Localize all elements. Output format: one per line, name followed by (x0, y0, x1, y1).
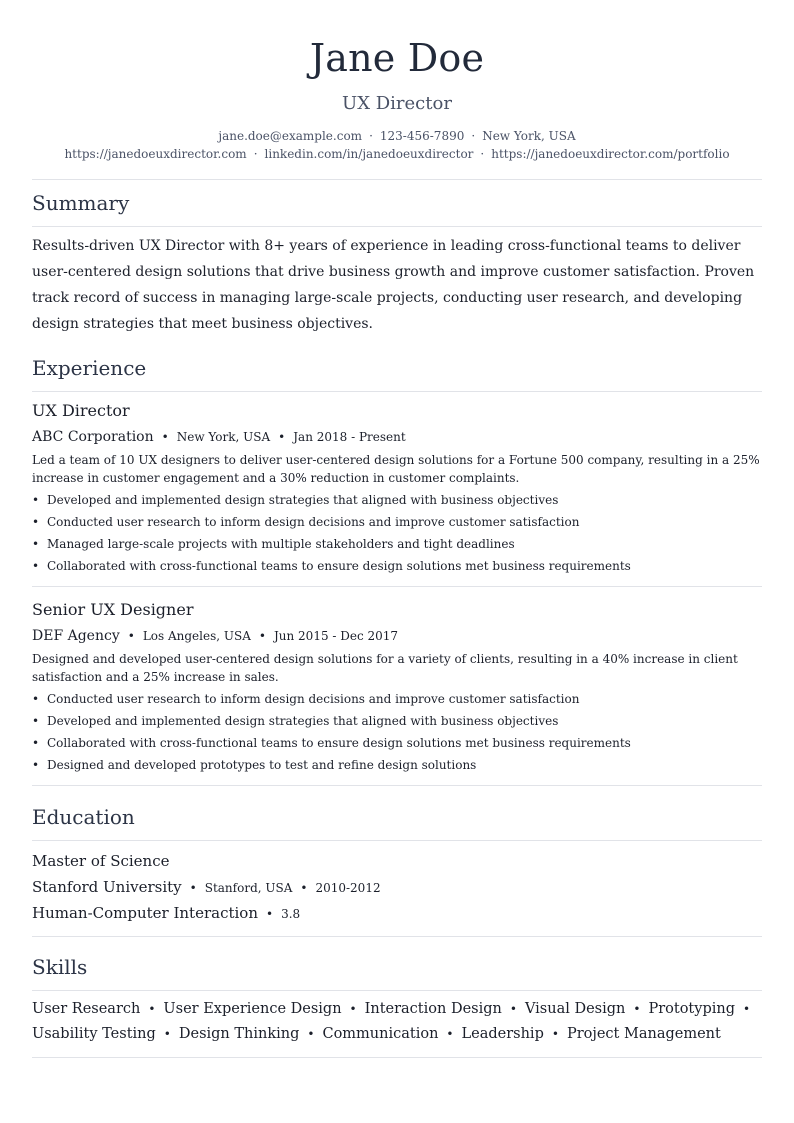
list-item (32, 511, 762, 533)
contact-line-1 (32, 127, 762, 145)
bullet-text: Managed large-scale projects with multiple stakeholders and tight deadlines (47, 537, 515, 551)
skills-heading: Skills (32, 955, 88, 979)
skills-line-2 (32, 1022, 762, 1047)
skill-separator: • (349, 1002, 357, 1016)
skill-item: Leadership (461, 1026, 544, 1042)
bullet-icon: • (32, 493, 40, 507)
linkedin-link[interactable]: linkedin.com/in/janedoeuxdirector (264, 147, 474, 161)
divider (32, 990, 762, 991)
bullet-icon: • (32, 714, 40, 728)
meta-separator: • (258, 629, 266, 643)
bullet-icon: • (32, 758, 40, 772)
list-item (32, 688, 762, 710)
job-dates: Jun 2015 - Dec 2017 (273, 629, 399, 643)
skill-item: User Experience Design (163, 1001, 342, 1017)
skill-separator: • (551, 1027, 559, 1041)
bullet-text: Conducted user research to inform design decisions and improve customer satisfaction (47, 692, 580, 706)
skill-separator: • (446, 1027, 454, 1041)
experience-section (32, 355, 762, 786)
bullet-icon: • (32, 736, 40, 750)
job-bullets (32, 489, 762, 577)
school-years: 2010-2012 (315, 881, 381, 895)
bullet-text: Designed and developed prototypes to test and refine design solutions (47, 758, 477, 772)
list-item (32, 732, 762, 754)
experience-heading: Experience (32, 356, 147, 380)
job-title: Senior UX Designer (32, 600, 194, 619)
skills-section (32, 954, 762, 1058)
gpa-value: 3.8 (281, 907, 301, 921)
job-description: Led a team of 10 UX designers to deliver user-centered design solutions for a Fortune 500 company, resulting in a 25% increase in customer engagement and a 30% reduction in customer complaints. (32, 453, 760, 485)
skill-item: Usability Testing (32, 1026, 156, 1042)
bullet-icon: • (32, 559, 40, 573)
skills-list (32, 997, 762, 1047)
meta-separator: • (189, 881, 197, 895)
divider (32, 840, 762, 841)
list-item (32, 489, 762, 511)
job-entry (32, 600, 762, 776)
bullet-icon: • (32, 537, 40, 551)
meta-separator: • (161, 430, 169, 444)
field-of-study: Human-Computer Interaction (32, 904, 258, 922)
bullet-text: Developed and implemented design strategies that aligned with business objectives (47, 493, 559, 507)
skill-item: Project Management (566, 1026, 721, 1042)
portfolio-link[interactable]: https://janedoeuxdirector.com/portfolio (491, 147, 730, 161)
skill-item: User Research (32, 1001, 141, 1017)
summary-text: Results-driven UX Director with 8+ years of experience in leading cross-functional teams to deliver user-centered design solutions that drive business growth and improve customer satisfaction. Proven track record of success in managing large-scale projects, conducting user research, and developing design strategies that meet business objectives. (32, 238, 755, 332)
divider (32, 936, 762, 937)
bullet-text: Developed and implemented design strategies that aligned with business objectives (47, 714, 559, 728)
school-location: Stanford, USA (204, 881, 293, 895)
skill-separator: • (743, 1002, 751, 1016)
skills-line-1 (32, 997, 762, 1022)
education-section (32, 804, 762, 937)
contact-separator: · (369, 129, 373, 143)
contact-separator: · (253, 147, 258, 161)
skill-item: Prototyping (648, 1001, 735, 1017)
skill-separator: • (509, 1002, 517, 1016)
summary-section (32, 190, 762, 337)
list-item (32, 710, 762, 732)
list-item (32, 555, 762, 577)
degree-name: Master of Science (32, 852, 170, 870)
divider (32, 785, 762, 786)
divider (32, 226, 762, 227)
divider (32, 586, 762, 587)
school-name: Stanford University (32, 878, 182, 896)
candidate-name: Jane Doe (309, 36, 485, 80)
job-location: New York, USA (176, 430, 271, 444)
bullet-text: Collaborated with cross-functional teams to ensure design solutions met business requirements (47, 559, 631, 573)
bullet-icon: • (32, 515, 40, 529)
email-link[interactable]: jane.doe@example.com (218, 129, 363, 143)
skill-item: Interaction Design (364, 1001, 502, 1017)
contact-separator: · (480, 147, 485, 161)
skill-item: Design Thinking (178, 1026, 300, 1042)
skill-item: Communication (322, 1026, 439, 1042)
field-line (32, 903, 762, 924)
location-text: New York, USA (482, 129, 576, 143)
job-meta (32, 626, 762, 646)
divider (32, 391, 762, 392)
job-dates: Jan 2018 - Present (293, 430, 406, 444)
candidate-title: UX Director (342, 93, 452, 114)
skill-separator: • (307, 1027, 315, 1041)
job-location: Los Angeles, USA (142, 629, 251, 643)
company-name: ABC Corporation (32, 429, 154, 445)
summary-heading: Summary (32, 191, 130, 215)
company-name: DEF Agency (32, 628, 120, 644)
meta-separator: • (127, 629, 135, 643)
divider (32, 1057, 762, 1058)
contact-line-2 (32, 145, 762, 163)
job-title: UX Director (32, 401, 130, 420)
website-link[interactable]: https://janedoeuxdirector.com (64, 147, 247, 161)
skill-item: Visual Design (524, 1001, 626, 1017)
bullet-text: Collaborated with cross-functional teams to ensure design solutions met business requirements (47, 736, 631, 750)
divider (32, 179, 762, 180)
resume-header (32, 36, 762, 163)
list-item (32, 754, 762, 776)
bullet-icon: • (32, 692, 40, 706)
job-entry (32, 401, 762, 577)
job-bullets (32, 688, 762, 776)
list-item (32, 533, 762, 555)
job-description: Designed and developed user-centered design solutions for a variety of clients, resulting in a 40% increase in client satisfaction and a 25% increase in sales. (32, 652, 738, 684)
contact-separator: · (471, 129, 476, 143)
meta-separator: • (266, 907, 274, 921)
education-heading: Education (32, 805, 135, 829)
meta-separator: • (278, 430, 286, 444)
phone-number[interactable]: 123-456-7890 (379, 129, 465, 143)
skill-separator: • (148, 1002, 156, 1016)
meta-separator: • (300, 881, 308, 895)
job-meta (32, 427, 762, 447)
school-line (32, 877, 762, 898)
skill-separator: • (163, 1027, 171, 1041)
skill-separator: • (633, 1002, 641, 1016)
bullet-text: Conducted user research to inform design decisions and improve customer satisfaction (47, 515, 580, 529)
